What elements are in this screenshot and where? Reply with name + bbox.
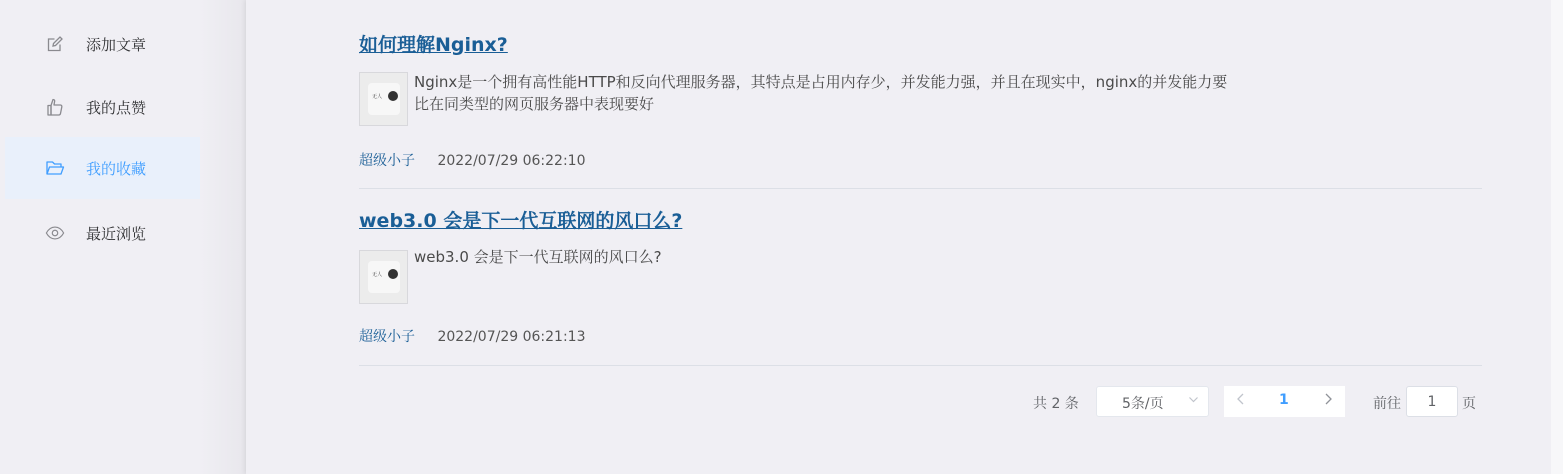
folder-icon (45, 158, 65, 178)
pagination-total: 共 2 条 (1033, 396, 1079, 412)
thumb-up-icon (45, 97, 65, 117)
article-thumbnail[interactable] (359, 250, 408, 304)
page-suffix-label: 页 (1462, 396, 1476, 412)
article-time: 2022/07/29 06:21:13 (437, 329, 586, 345)
page-size-value: 5条/页 (1122, 396, 1164, 412)
goto-page-input[interactable] (1406, 386, 1458, 417)
next-page-button[interactable] (1323, 392, 1333, 410)
article-item (359, 189, 1482, 366)
sidebar-item-label: 我的收藏 (86, 159, 147, 178)
sidebar-item-favorites[interactable] (5, 137, 200, 199)
sidebar-item-add-article[interactable] (5, 13, 200, 75)
article-author[interactable]: 超级小子 (359, 153, 415, 169)
eye-icon (45, 223, 65, 243)
svg-text:无人: 无人 (372, 94, 383, 100)
sidebar-item-label: 最近浏览 (86, 224, 147, 243)
article-thumbnail[interactable] (359, 72, 408, 126)
article-author[interactable]: 超级小子 (359, 329, 415, 345)
main-panel (246, 0, 1551, 474)
prev-page-button[interactable] (1236, 392, 1246, 410)
sidebar (0, 0, 200, 474)
article-description: web3.0 会是下一代互联网的风口么? (414, 248, 662, 266)
article-meta (359, 150, 585, 170)
sidebar-item-label: 添加文章 (86, 35, 147, 54)
sidebar-item-label: 我的点赞 (86, 98, 147, 117)
svg-text:无人: 无人 (372, 272, 383, 278)
sidebar-item-likes[interactable] (5, 76, 200, 138)
article-item (359, 27, 1482, 189)
article-description: Nginx是一个拥有高性能HTTP和反向代理服务器，其特点是占用内存少，并发能力强，并且在现实中，nginx的并发能力要比在同类型的网页服务器中表现要好 (414, 73, 1228, 113)
page-size-select[interactable] (1096, 386, 1209, 417)
page-right-edge (1551, 0, 1563, 474)
article-title-link[interactable]: 如何理解Nginx? (359, 34, 508, 56)
article-title-link[interactable]: web3.0 会是下一代互联网的风口么? (359, 210, 683, 232)
article-meta (359, 326, 585, 346)
pager-nav (1224, 386, 1345, 417)
article-time: 2022/07/29 06:22:10 (437, 153, 586, 169)
chevron-down-icon (1188, 394, 1199, 408)
edit-icon (45, 34, 65, 54)
panel-gutter (200, 0, 246, 474)
goto-label: 前往 (1373, 396, 1401, 412)
page-number-current[interactable]: 1 (1279, 392, 1289, 408)
sidebar-item-recent[interactable] (5, 202, 200, 264)
